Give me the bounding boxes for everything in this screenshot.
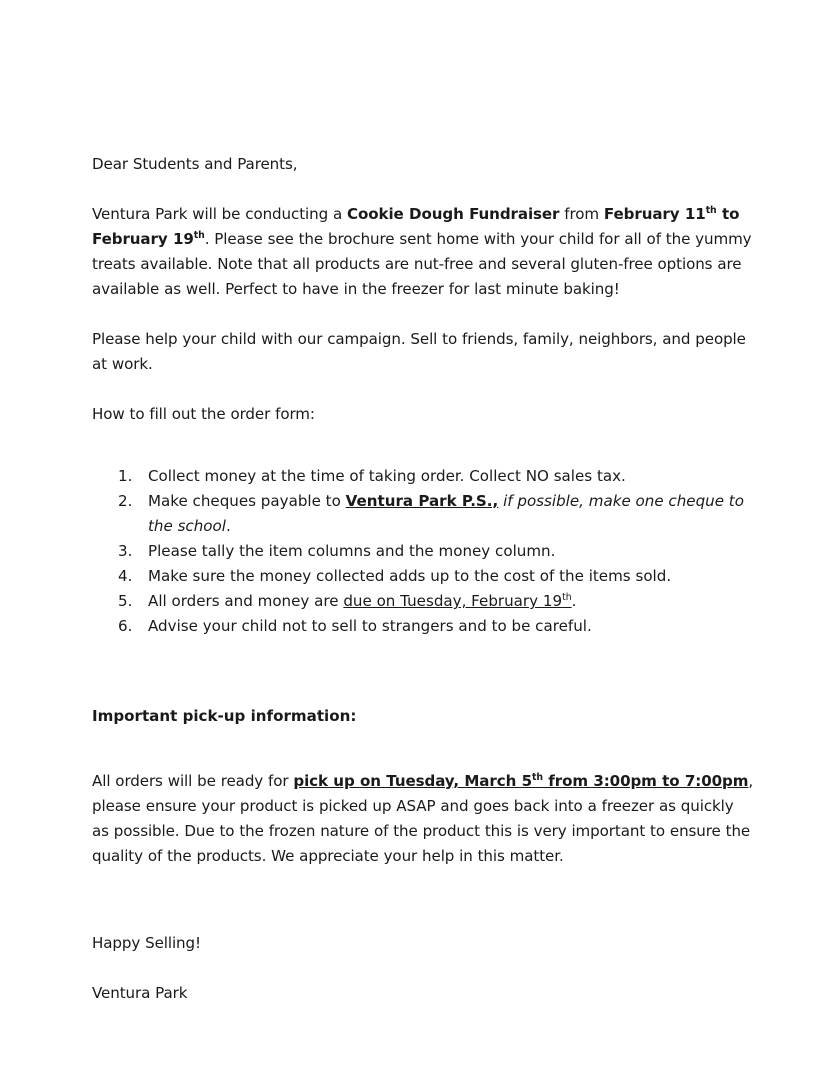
list-item-prefix: Make cheques payable to [148, 492, 346, 510]
pickup-time-range: from 3:00pm to 7:00pm [542, 772, 749, 791]
payee-name: Ventura Park P.S., [345, 492, 499, 510]
intro-start-date-text: February 11 [603, 205, 706, 223]
intro-end-date-ordinal: th [193, 229, 205, 241]
list-item-text: Make sure the money collected adds up to the cost of the items sold. [148, 567, 672, 585]
list-item-italic-note: if possible, make one cheque to the school [148, 492, 744, 535]
due-date-ordinal: th [562, 591, 572, 603]
list-item-prefix: All orders and money are [148, 592, 344, 610]
signature: Ventura Park [92, 984, 188, 1003]
list-item-text: Collect money at the time of taking order. Collect NO sales tax. [148, 467, 626, 485]
spacer [92, 744, 754, 769]
list-item-number: 5. [118, 592, 133, 610]
list-item-number: 2. [118, 492, 133, 510]
list-item-number: 1. [118, 467, 133, 485]
pickup-datetime [293, 772, 748, 790]
intro-run-3: from [559, 205, 604, 223]
list-item-suffix: . [225, 517, 231, 535]
list-item [92, 614, 754, 639]
intro-run-1: Ventura Park will be conducting a [92, 205, 347, 223]
list-item-number: 4. [118, 567, 133, 585]
list-item [92, 464, 754, 489]
letter-body [92, 152, 754, 1006]
pickup-date-ordinal: th [531, 772, 543, 784]
spacer [92, 377, 754, 402]
list-item-suffix: . [571, 592, 577, 610]
intro-start-date [604, 205, 717, 223]
pickup-prefix: All orders will be ready for [92, 772, 294, 791]
list-item [92, 589, 754, 614]
spacer [92, 919, 754, 931]
intro-paragraph [92, 202, 754, 302]
spacer [92, 956, 754, 981]
due-date [343, 592, 571, 610]
list-item-number: 3. [118, 542, 133, 560]
help-paragraph: Please help your child with our campaign. Sell to friends, family, neighbors, and people at work. [92, 330, 746, 373]
pickup-paragraph [92, 769, 754, 869]
list-item-text: Advise your child not to sell to strangers and to be careful. [148, 617, 592, 635]
pickup-date-text: pick up on Tuesday, March 5 [293, 772, 532, 791]
list-item [92, 564, 754, 589]
order-form-steps [92, 464, 754, 639]
due-date-text: due on Tuesday, February 19 [343, 592, 563, 610]
spacer [92, 177, 754, 202]
spacer [92, 427, 754, 464]
instructions-lead: How to fill out the order form: [92, 405, 315, 423]
intro-start-date-ordinal: th [705, 204, 717, 216]
list-item [92, 539, 754, 564]
intro-end-date-text: to February 19 [92, 205, 740, 248]
intro-fundraiser-name: Cookie Dough Fundraiser [347, 205, 560, 223]
spacer [92, 302, 754, 327]
intro-run-6: . Please see the brochure sent home with your child for all of the yummy treats available. Note that all products are nut-free and several gluten-free options are available as well. Perfect to have in the freezer for last minute baking! [92, 230, 752, 298]
sign-off: Happy Selling! [92, 934, 201, 953]
list-item-text: Please tally the item columns and the money column. [148, 542, 556, 560]
list-item-number: 6. [118, 617, 133, 635]
spacer [92, 869, 754, 919]
salutation: Dear Students and Parents, [92, 155, 298, 173]
spacer [92, 639, 754, 689]
pickup-heading: Important pick-up information: [92, 707, 357, 726]
pickup-suffix: , please ensure your product is picked up ASAP and goes back into a freezer as quickly as possible. Due to the frozen nature of the product this is very important to ensure the quality of the products. We appreciate your help in this matter. [92, 772, 754, 866]
list-item [92, 489, 754, 539]
